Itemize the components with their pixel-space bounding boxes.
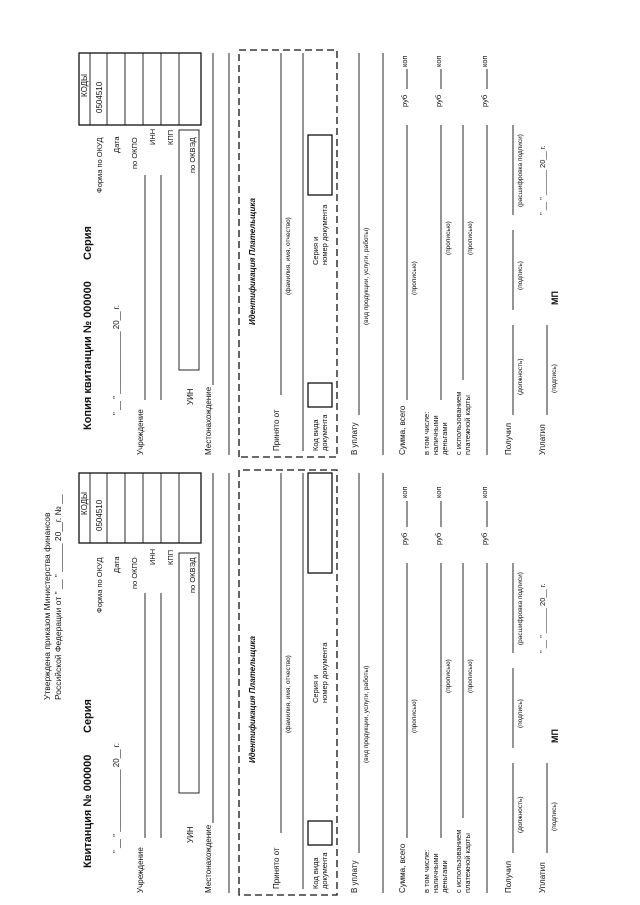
label-okud: Форма по ОКУД <box>95 557 104 613</box>
poluchil-label: Получил <box>504 861 513 893</box>
v-tom-chisle: в том числе: <box>422 849 431 893</box>
kop-3: коп <box>480 486 489 498</box>
uplatil-label: Уплатил <box>538 862 547 893</box>
nal-1-copy: наличными <box>431 415 440 455</box>
codes-table-copy <box>79 53 201 193</box>
uin-label: УИН <box>186 826 195 843</box>
approval-line-2: Российской Федерации от " __ " ______ 20__г. № __ <box>53 494 63 700</box>
rasshifrovka-hint-copy: (расшифровка подписи) <box>517 134 524 207</box>
date-small: " __ " ______ 20__ г. <box>538 583 547 653</box>
seriya-nomer-field-copy[interactable] <box>308 135 332 195</box>
podpis2-hint: (подпись) <box>551 802 558 831</box>
codes-header-copy: КОДЫ <box>80 73 89 97</box>
approval-note <box>42 494 63 700</box>
mesto-label: Местонахождение <box>204 824 213 893</box>
label-date: Дата <box>112 556 121 573</box>
receipt-series: Серия <box>82 699 94 733</box>
karta-1-copy: с использованием <box>454 391 463 455</box>
mp-label-copy: МП <box>550 291 560 305</box>
v-uplatu-label-copy: В уплату <box>350 422 359 455</box>
label-date-copy: Дата <box>112 136 121 153</box>
rub-2: руб <box>434 532 443 545</box>
uchrezhdenie-label: Учреждение <box>136 847 145 893</box>
kod-vida-field-copy[interactable] <box>308 383 332 407</box>
rub-3-copy: руб <box>480 94 489 107</box>
seriya-nomer-2: номер документа <box>320 642 329 703</box>
rasshifrovka-hint: (расшифровка подписи) <box>517 572 524 645</box>
kod-vida-2: документа <box>320 852 329 889</box>
rub-2-copy: руб <box>434 94 443 107</box>
kop-2-copy: коп <box>434 55 443 67</box>
summa-label: Сумма, всего <box>398 843 407 893</box>
seriya-nomer-1-copy: Серия и <box>311 236 320 265</box>
karta-2-copy: платежной карты <box>463 395 472 455</box>
seriya-nomer-field[interactable] <box>308 473 332 573</box>
nal-1: наличными <box>431 853 440 893</box>
nal-propisyu: (прописью) <box>445 659 452 693</box>
kop-2: коп <box>434 486 443 498</box>
kod-vida-field[interactable] <box>308 821 332 845</box>
uplatil-label-copy: Уплатил <box>538 424 547 455</box>
summa-propisyu: (прописью) <box>411 699 418 733</box>
kop-1-copy: коп <box>400 55 409 67</box>
prinyato-label-copy: Принято от <box>272 409 281 451</box>
dolzhnost-hint: (должность) <box>517 796 524 833</box>
uchrezhdenie-label-copy: Учреждение <box>136 409 145 455</box>
mesto-label-copy: Местонахождение <box>204 386 213 455</box>
vid-hint: (вид продукции, услуги, работы) <box>363 665 370 763</box>
kod-vida-1-copy: Код вида <box>311 419 320 451</box>
kop-1: коп <box>400 486 409 498</box>
mp-label: МП <box>550 729 560 743</box>
summa-propisyu-copy: (прописью) <box>411 261 418 295</box>
receipt-title: Квитанция № 000000 <box>82 754 94 868</box>
v-uplatu-label: В уплату <box>350 860 359 893</box>
rub-1: руб <box>400 532 409 545</box>
approval-line-1: Утверждена приказом Министерства финансов <box>42 512 52 700</box>
receipt-date: " __ " ______________ 20__ г. <box>112 743 121 853</box>
seriya-nomer-1: Серия и <box>311 674 320 703</box>
fio-hint-copy: (фамилия, имя, отчество) <box>285 217 292 295</box>
fio-hint: (фамилия, имя, отчество) <box>285 655 292 733</box>
karta-propisyu-copy: (прописью) <box>467 221 474 255</box>
kod-vida-2-copy: документа <box>320 414 329 451</box>
v-tom-chisle-copy: в том числе: <box>422 411 431 455</box>
label-kpp: КПП <box>166 549 175 565</box>
label-kpp-copy: КПП <box>166 129 175 145</box>
rub-3: руб <box>480 532 489 545</box>
seriya-nomer-2-copy: номер документа <box>320 204 329 265</box>
dolzhnost-hint-copy: (должность) <box>517 358 524 395</box>
label-okved-copy: по ОКВЭД <box>188 137 197 173</box>
nal-propisyu-copy: (прописью) <box>445 221 452 255</box>
code-okud-copy: 0504510 <box>95 81 104 113</box>
label-okpo: по ОКПО <box>130 557 139 589</box>
uin-label-copy: УИН <box>186 388 195 405</box>
podpis2-hint-copy: (подпись) <box>551 364 558 393</box>
receipt-copy-series: Серия <box>82 226 94 260</box>
label-inn-copy: ИНН <box>148 128 157 145</box>
label-okud-copy: Форма по ОКУД <box>95 137 104 193</box>
nal-2-copy: деньгами <box>440 422 449 455</box>
summa-label-copy: Сумма, всего <box>398 405 407 455</box>
ident-title: Идентификация Плательщика <box>248 636 257 763</box>
codes-header: КОДЫ <box>80 491 89 515</box>
nal-2: деньгами <box>440 860 449 893</box>
prinyato-label: Принято от <box>272 847 281 889</box>
receipt-copy <box>79 50 560 457</box>
karta-1: с использованием <box>454 829 463 893</box>
kop-3-copy: коп <box>480 55 489 67</box>
podpis-hint: (подпись) <box>517 699 524 728</box>
poluchil-label-copy: Получил <box>504 423 513 455</box>
ident-title-copy: Идентификация Плательщика <box>248 198 257 325</box>
receipt-copy-date: " __ " ______________ 20__ г. <box>112 305 121 415</box>
receipt <box>79 470 560 895</box>
rub-1-copy: руб <box>400 94 409 107</box>
code-okud: 0504510 <box>95 499 104 531</box>
label-okpo-copy: по ОКПО <box>130 137 139 169</box>
podpis-hint-copy: (подпись) <box>517 261 524 290</box>
codes-table <box>79 473 201 613</box>
label-okved: по ОКВЭД <box>188 557 197 593</box>
vid-hint-copy: (вид продукции, услуги, работы) <box>363 227 370 325</box>
kod-vida-1: Код вида <box>311 857 320 889</box>
label-inn: ИНН <box>148 548 157 565</box>
karta-propisyu: (прописью) <box>467 659 474 693</box>
date-small-copy: " __ " ______ 20__ г. <box>538 145 547 215</box>
receipt-copy-title: Копия квитанции № 000000 <box>82 281 94 430</box>
karta-2: платежной карты <box>463 833 472 893</box>
